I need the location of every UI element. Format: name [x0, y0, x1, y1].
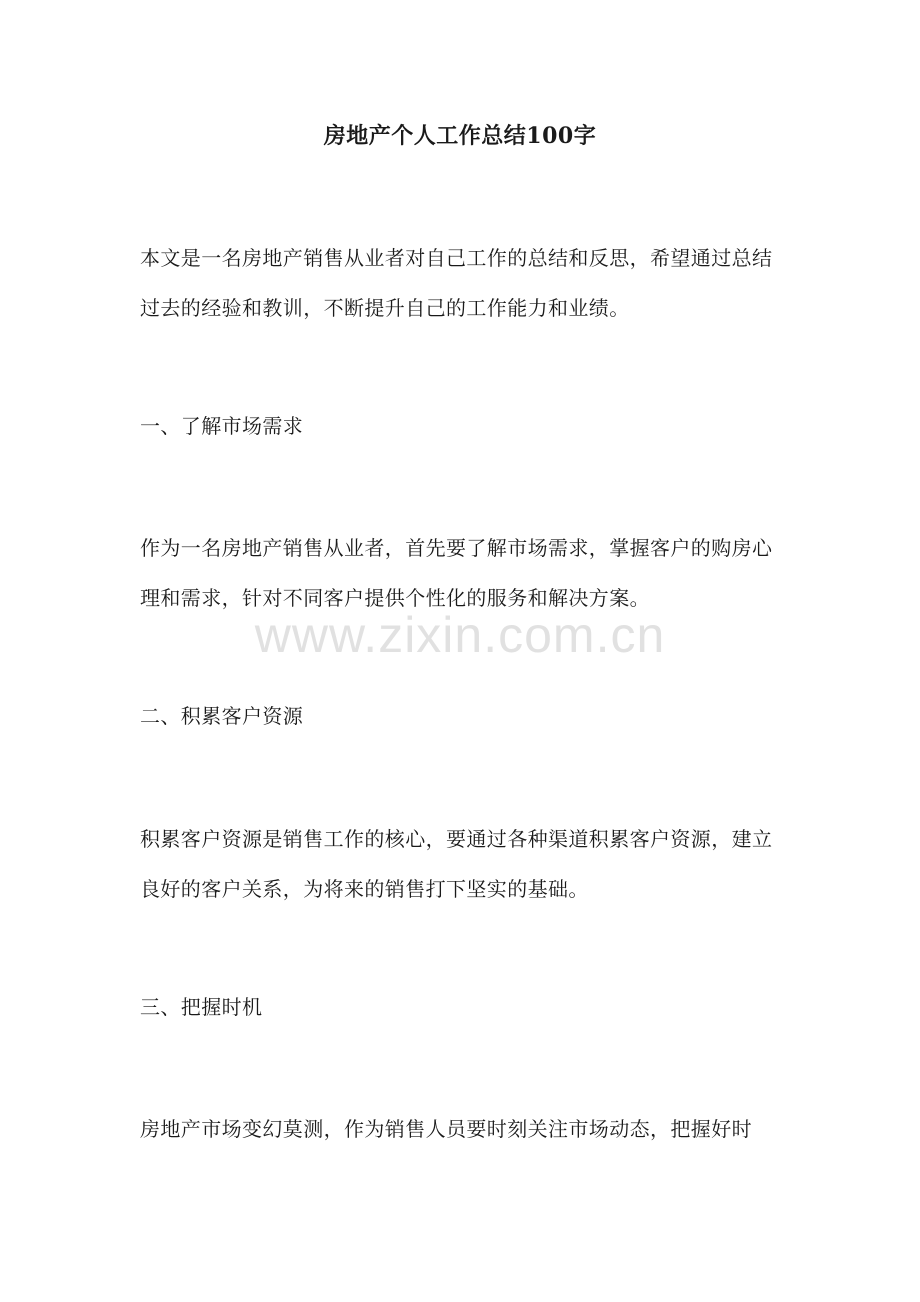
section-body-2: 积累客户资源是销售工作的核心，要通过各种渠道积累客户资源，建立良好的客户关系，为将来的销售打下坚实的基础。	[140, 827, 773, 901]
watermark: www.zixin.com.cn	[254, 607, 666, 663]
section-body-3: 房地产市场变幻莫测，作为销售人员要时刻关注市场动态，把握好时	[140, 1117, 752, 1141]
section-heading-3: 三、把握时机	[140, 995, 263, 1019]
intro-paragraph: 本文是一名房地产销售从业者对自己工作的总结和反思，希望通过总结过去的经验和教训，不断提升自己的工作能力和业绩。	[140, 246, 773, 320]
section-heading-2: 二、积累客户资源	[140, 704, 304, 728]
section-heading-1: 一、了解市场需求	[140, 414, 304, 438]
section-body-1: 作为一名房地产销售从业者，首先要了解市场需求，掌握客户的购房心理和需求，针对不同客户提供个性化的服务和解决方案。	[140, 536, 773, 610]
document-title: 房地产个人工作总结100字	[323, 123, 597, 149]
